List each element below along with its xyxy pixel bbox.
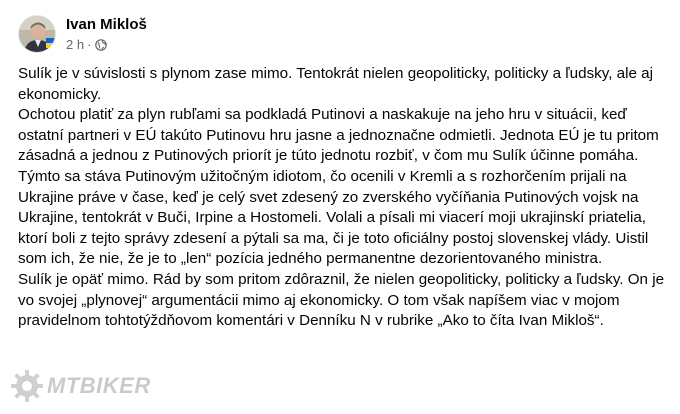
post-paragraph: Sulík je v súvislosti s plynom zase mimo. Tentokrát nielen geopoliticky, politicky a ľudsky, ale aj ekonomicky. <box>18 65 653 103</box>
author-block <box>66 16 147 53</box>
watermark <box>10 367 151 405</box>
post-paragraph: Ochotou platiť za plyn rubľami sa podkladá Putinovi a naskakuje na jeho hru v situácii, keď ostatní partneri v EÚ takúto Putinovu hru jasne a jednoznačne odmietli. Jednota EÚ je tu pritom zásadná a jednou z Putinových priorít je túto jednotu rozbiť, v čom mu Sulík účinne pomáha. <box>18 106 659 165</box>
avatar-photo <box>19 16 56 53</box>
watermark-text: MTBIKER <box>47 373 151 398</box>
post-text <box>18 64 666 332</box>
post-timestamp[interactable]: 2 h <box>66 36 85 52</box>
author-name[interactable]: Ivan Mikloš <box>66 15 147 33</box>
post-meta <box>66 37 147 53</box>
author-avatar[interactable] <box>18 15 56 53</box>
post-paragraph: Sulík je opäť mimo. Rád by som pritom zdôraznil, že nielen geopoliticky, politicky a ľudsky. On je vo svojej „plynovej“ argumentácii mimo aj ekonomicky. O tom však napíšem viac v mojom pravidelnom tohtotýždňovom komentári v Denníku N v rubrike „Ako to číta Ivan Mikloš“. <box>18 270 665 330</box>
gear-icon <box>10 369 44 403</box>
globe-icon[interactable] <box>95 39 107 51</box>
meta-separator: · <box>87 36 92 52</box>
post-paragraph: Týmto sa stáva Putinovým užitočným idiotom, čo ocenili v Kremli a s rozhorčením prijali na Ukrajine práve v čase, keď je celý svet zdesený zo zverského vyčíňania Putinových vojsk na Ukrajine, tentokrát v Buči, Irpine a Hostomeli. Volali a písali mi viacerí moji ukrajinskí priatelia, ktorí boli z tejto správy zdesení a pýtali sa ma, či je toto oficiálny postoj slovenskej vlády. Uistil som ich, že nie, že je to „len“ pozícia jedného permanentne dezorientovaného ministra. <box>18 167 649 268</box>
post-header <box>18 12 147 56</box>
